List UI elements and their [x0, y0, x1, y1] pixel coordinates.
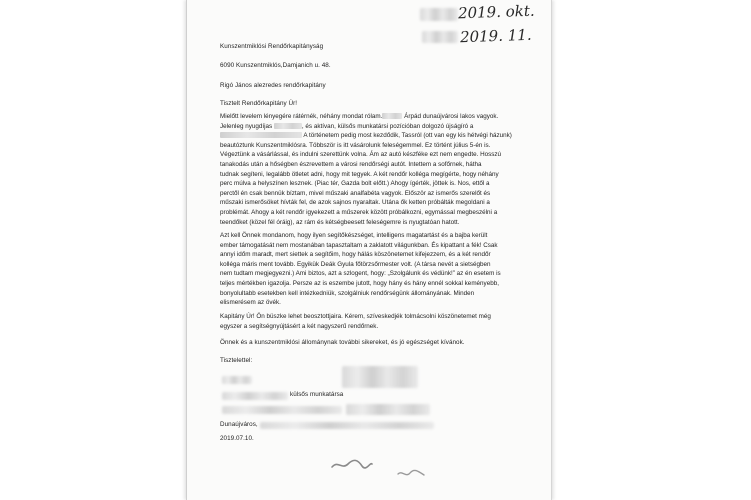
- salutation: Tisztelt Rendőrkapitány Úr!: [220, 100, 298, 107]
- redacted-publication: [222, 392, 288, 400]
- p2-line: nem tudtam megjegyezni.) Ami biztos, azt a szlogent, hogy: „Szolgálunk és védünk!” az én esetem is: [220, 270, 501, 278]
- p1-line: perctől én csak bennük bíztam, mivel műszaki analfabéta vagyok. Először az ismerős szerelőt és: [220, 189, 491, 197]
- paragraph-3: [220, 312, 542, 331]
- p2-line: teljes mértékben igazolja. Persze az is eszembe jutott, hogy hány és hány ennél sokkal keményebb,: [220, 279, 499, 287]
- redacted-signature: [342, 366, 418, 388]
- p1-line: tanakodás után a hőségben észrevettem a városi rendőrségi autót. Intettem a sofőrnek, hátha: [220, 160, 482, 168]
- bottom-scribble-right: [396, 468, 426, 480]
- p3-line: Kapitány Úr! Ön büszke lehet beosztottjaira. Kérem, szíveskedjék tolmácsolni köszönetemet még: [220, 313, 491, 320]
- p1-line: problémát. Ahogy a két rendőr igyekezett a műszerek között próbálkozni, egymással megbeszélni a: [220, 208, 498, 216]
- p2-line: Azt kell Önnek mondanom, hogy ilyen segítőkészséget, intelligens magatartást és a bajba került: [220, 232, 488, 239]
- redacted-contact-2: [346, 404, 430, 415]
- paragraph-2: [220, 231, 542, 308]
- bottom-scribble-left: [330, 456, 374, 472]
- stamp-line-1: 2019. okt.: [457, 1, 535, 23]
- recipient-org: Kunszentmiklósi Rendőrkapitányság: [220, 43, 324, 50]
- p1-line: A történetem pedig most kezdődik, Tassról (ott van egy kis hétvégi házunk): [220, 131, 542, 141]
- p1-line: Jelenleg nyugdíjas , és aktívan, külsős munkatársi pozícióban dolgozó újságíró a: [220, 122, 474, 130]
- p2-line: elismerésem az övék.: [220, 299, 281, 307]
- p1-line: perc múlva a helyszínen lesznek. (Piac tér, Gazda bolt előtt.) Ahogy ígérték, jöttek is. Nos, ettől a: [220, 180, 490, 188]
- p3-line: egyszer a segítségnyújtásért a két nagyszerű rendőrnek.: [220, 322, 379, 330]
- redacted-name: [382, 113, 402, 119]
- redacted-address: [260, 422, 434, 429]
- p2-line: annyi időm maradt, mert siettek a segítőim, hogy hálás köszönetemet kifejezzem, és a két rendőr: [220, 251, 491, 259]
- recipient-person: Rigó János alezredes rendőrkapitány: [220, 82, 326, 89]
- redacted-text: [274, 123, 302, 129]
- redacted-sender-name: [222, 376, 252, 384]
- p2-line: bonyolultabb esetekben kell intézkedniük, szolgálniuk rendőrségünk állományának. Minden: [220, 289, 475, 297]
- p1-line: Mielőtt levelem lényegére rátérnék, néhány mondat rólam. Árpád dunaújvárosi lakos vagyok.: [220, 113, 499, 120]
- paragraph-1: [220, 112, 542, 227]
- letter-date: 2019.07.10.: [220, 435, 254, 442]
- closing: Tisztelettel:: [220, 357, 253, 364]
- city-prefix: Dunaújváros,: [220, 421, 258, 428]
- paragraph-4: Önnek és a kunszentmiklósi állománynak további sikereket, és jó egészséget kívánok.: [220, 339, 465, 346]
- p1-line: teendőket (közel fél óráig), az rám és kétségbeesett feleségemre is nyugtatóan hatott.: [220, 218, 460, 226]
- recipient-address: 6090 Kunszentmiklós,Damjanich u. 48.: [220, 62, 331, 69]
- p1-line: műszaki ismerősöket hívták fel, de azok sajnos nyaraltak. Utána ők ketten próbálták megoldani a: [220, 199, 490, 207]
- paper-edge-left: [186, 0, 187, 500]
- redacted-text: [220, 132, 302, 138]
- role-suffix: külsős munkatársa: [290, 391, 344, 398]
- p1-line: beautóztunk Kunszentmiklósra. Többször is itt vásárolunk feleségemmel. Ez történt július 5-én is.: [220, 141, 491, 149]
- redacted-contact-1: [222, 406, 342, 414]
- p2-line: kolléga máris ment tovább. Egyikük Deák Gyula főtörzsőrmester volt. (A társa nevét a sietségben: [220, 260, 491, 268]
- p1-line: tudnak segíteni, legalább ötletet adni, hogy mit tegyek. A két rendőr kolléga megígérte, hogy néhány: [220, 170, 499, 178]
- paper-edge-right: [551, 0, 552, 500]
- stamp-redaction-1: [420, 8, 458, 21]
- p1-line: Végeztünk a vásárlással, és indulni szerettünk volna. Ám az autó készféke ezt nem engedte. Hosszú: [220, 151, 502, 159]
- p2-line: ember támogatását nem mostanában tapasztaltam a zaklatott világunkban. És kipattant a fék! Csak: [220, 241, 498, 249]
- stamp-line-2: 2019. 11.: [459, 25, 532, 47]
